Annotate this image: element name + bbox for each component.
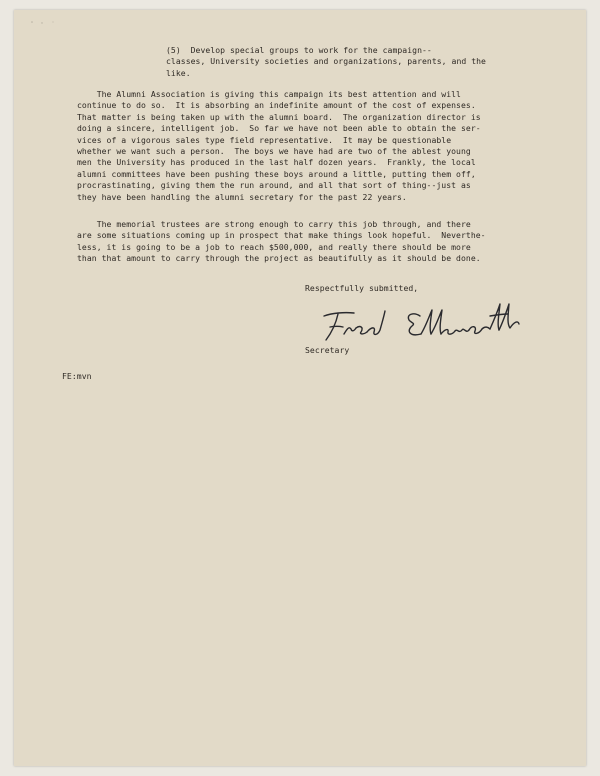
text-line: are some situations coming up in prospect that make things look hopeful. Neverthe- <box>77 230 486 241</box>
paragraph-alumni-association <box>77 89 481 203</box>
text-line: vices of a vigorous sales type field representative. It may be questionable <box>77 134 452 145</box>
closing-line: Respectfully submitted, <box>305 283 419 293</box>
reference-initials: FE:mvn <box>62 371 92 381</box>
paragraph-memorial-trustees <box>77 219 486 265</box>
list-item-5 <box>166 45 486 79</box>
text-line: they have been handling the alumni secretary for the past 22 years. <box>77 191 407 202</box>
text-line: men the University has produced in the last half dozen years. Frankly, the local <box>77 157 476 168</box>
text-line: whether we want such a person. The boys we have had are two of the ablest young <box>77 146 471 157</box>
text-line: The Alumni Association is giving this campaign its best attention and will <box>77 89 461 99</box>
handwritten-signature <box>318 296 548 346</box>
text-line: That matter is being taken up with the alumni board. The organization director is <box>77 111 481 122</box>
text-line: doing a sincere, intelligent job. So far we have not been able to obtain the ser- <box>77 123 481 134</box>
text-line: The memorial trustees are strong enough to carry this job through, and there <box>77 219 471 229</box>
text-line: alumni committees have been pushing these boys around a little, putting them off, <box>77 168 476 179</box>
text-line: than that amount to carry through the project as beautifully as it should be done. <box>77 253 481 264</box>
signatory-title: Secretary <box>305 345 350 355</box>
text-line: continue to do so. It is absorbing an indefinite amount of the cost of expenses. <box>77 100 476 111</box>
text-line: like. <box>166 67 191 78</box>
text-line: procrastinating, giving them the run around, and all that sort of thing--just as <box>77 180 471 191</box>
text-line: less, it is going to be a job to reach $500,000, and really there should be more <box>77 241 471 252</box>
scan-marks <box>28 18 68 26</box>
text-line: classes, University societies and organizations, parents, and the <box>166 56 486 67</box>
text-line: (5) Develop special groups to work for the campaign-- <box>166 45 432 55</box>
